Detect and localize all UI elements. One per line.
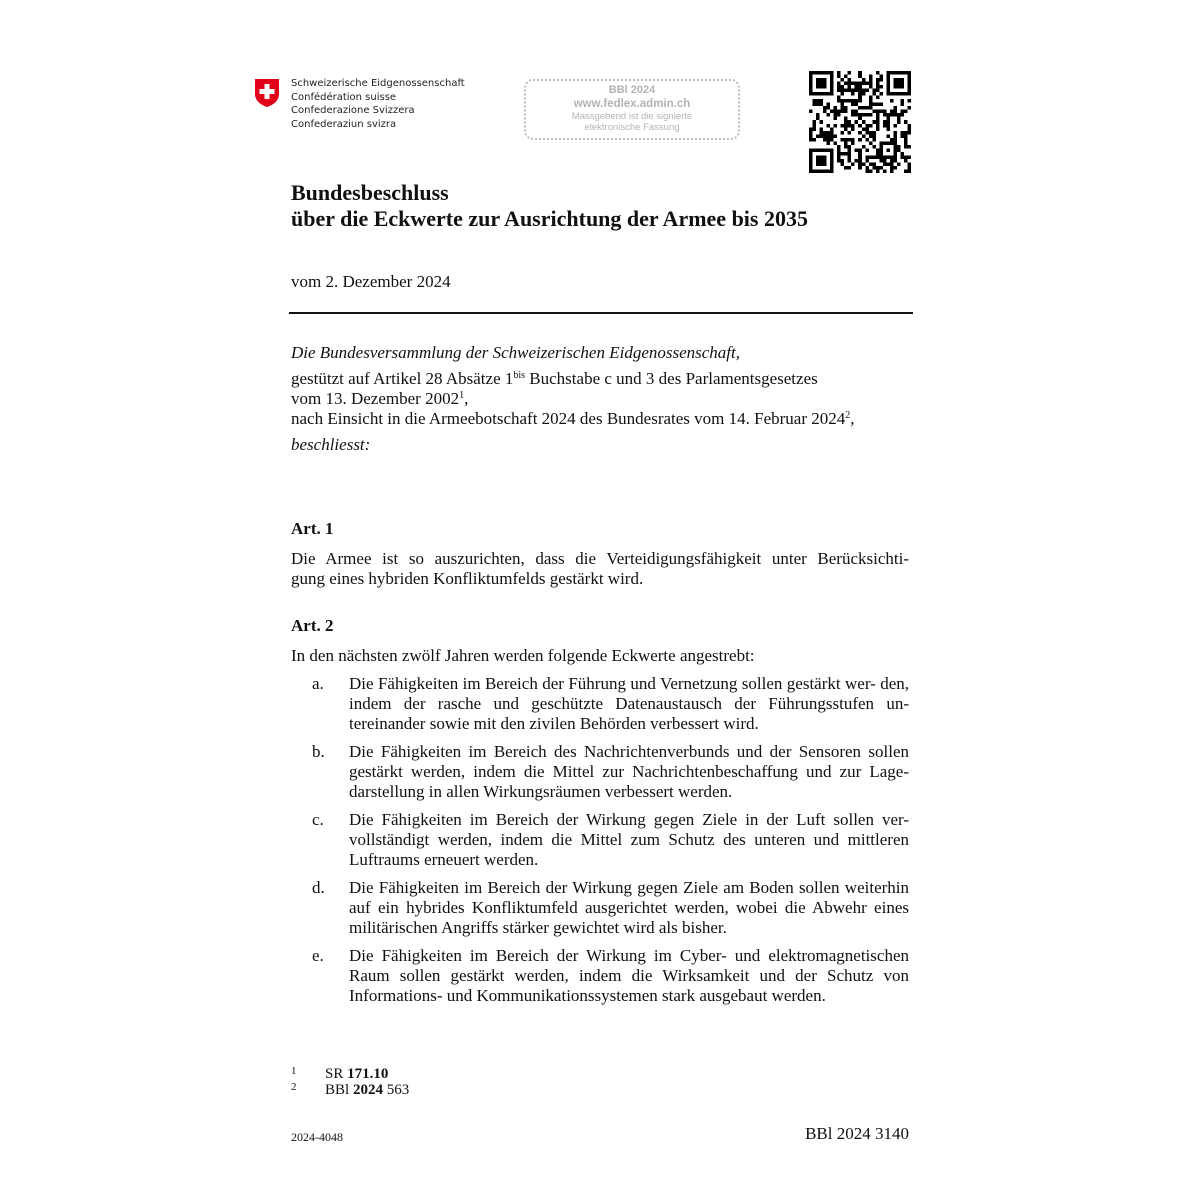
list-label: e. xyxy=(312,946,324,965)
footnote-number: 1 xyxy=(291,1065,297,1077)
qr-code-icon xyxy=(809,71,911,173)
preamble-basis-a: gestützt auf Artikel 28 Absätze 1 xyxy=(291,369,514,388)
footnote-suffix: 563 xyxy=(382,1082,410,1098)
stamp-note-2: elektronische Fassung xyxy=(584,122,680,133)
resolution-date: vom 2. Dezember 2024 xyxy=(291,272,451,291)
title-divider xyxy=(289,312,913,314)
stamp-gazette: BBl 2024 xyxy=(608,84,656,96)
document-number: 2024-4048 xyxy=(291,1130,343,1144)
preamble-insight-text: nach Einsicht in die Armeebotschaft 2024 des Bundesrates vom 14. Februar 2024 xyxy=(291,409,846,428)
footnote-prefix: SR xyxy=(325,1066,348,1082)
article-1-line-2: gung eines hybriden Konfliktumfelds gestärkt wird. xyxy=(291,569,644,588)
footnote-number: 2 xyxy=(291,1081,297,1093)
authority-line-de: Schweizerische Eidgenossenschaft xyxy=(291,78,465,89)
preamble-authority: Die Bundesversammlung der Schweizerischen Eidgenossenschaft, xyxy=(291,343,740,362)
list-label: b. xyxy=(312,742,325,761)
title-line-2: über die Eckwerte zur Ausrichtung der Armee bis 2035 xyxy=(291,206,808,231)
preamble-resolves: beschliesst: xyxy=(291,435,371,454)
document-title xyxy=(291,180,808,232)
page-reference: BBl 2024 3140 xyxy=(805,1124,909,1143)
list-item-a xyxy=(291,674,909,734)
preamble-basis-line-1 xyxy=(291,369,818,389)
authority-line-fr: Confédération suisse xyxy=(291,91,397,103)
preamble-basis-b: Buchstabe c und 3 des Parlamentsgesetzes xyxy=(525,369,818,388)
list-text: Die Fähigkeiten im Bereich der Wirkung im Cyber- und elektromagnetischen Raum sollen gestärkt werden, indem die Wirksamkeit und der Schutz von Informations- und Kommunikationssystemen stark ausgebaut werden. xyxy=(349,946,909,1005)
list-text: Die Fähigkeiten im Bereich des Nachrichtenverbunds und der Sensoren sollen gestärkt werden, indem die Mittel zur Nachrichtenbeschaffung und zur Lage- darstellung in allen Wirkungsräumen verbessert werden. xyxy=(349,742,909,801)
article-1-text xyxy=(291,549,909,589)
preamble-basis-line-2 xyxy=(291,389,468,409)
list-label: c. xyxy=(312,810,324,829)
swiss-coat-of-arms-icon xyxy=(254,78,280,108)
footnote-2 xyxy=(291,1082,409,1098)
footnote-bold: 171.10 xyxy=(347,1066,389,1082)
list-item-c xyxy=(291,810,909,870)
authority-line-rm: Confederaziun svizra xyxy=(291,118,397,130)
footnote-ref-1: 1 xyxy=(459,390,465,401)
list-label: a. xyxy=(312,674,324,693)
footnote-1 xyxy=(291,1066,409,1082)
list-text: Die Fähigkeiten im Bereich der Wirkung gegen Ziele in der Luft sollen ver- vollständigt werden, indem die Mittel zum Schutz des unteren und mittleren Luftraums erneuert werden. xyxy=(349,810,909,869)
preamble-basis-date: vom 13. Dezember 2002 xyxy=(291,389,460,408)
article-2-intro: In den nächsten zwölf Jahren werden folgende Eckwerte angestrebt: xyxy=(291,646,755,665)
authority-line-it: Confederazione Svizzera xyxy=(291,105,415,116)
stamp-note-1: Massgebend ist die signierte xyxy=(571,111,693,122)
list-text: Die Fähigkeiten im Bereich der Wirkung gegen Ziele am Boden sollen weiterhin auf ein hybrides Konfliktumfeld ausgerichtet werden, wobei die Abwehr eines militärischen Angriffs stärker gewichtet wird als bisher. xyxy=(349,878,909,937)
federal-authority-names xyxy=(291,77,465,131)
list-label: d. xyxy=(312,878,325,897)
article-2-heading: Art. 2 xyxy=(291,616,334,635)
publication-stamp xyxy=(524,79,740,140)
preamble-insight-end: , xyxy=(850,409,855,428)
footnote-prefix: BBl xyxy=(325,1082,353,1098)
list-item-b xyxy=(291,742,909,802)
list-text: Die Fähigkeiten im Bereich der Führung und Vernetzung sollen gestärkt wer- den, indem der rasche und geschützte Datenaustausch der Führungsstufen un- tereinander sowie mit den zivilen Behörden verbessert wird. xyxy=(349,674,909,733)
preamble-basis-superscript: bis xyxy=(513,370,526,381)
list-item-d xyxy=(291,878,909,938)
list-item-e xyxy=(291,946,909,1006)
preamble-basis-end: , xyxy=(464,389,469,408)
title-line-1: Bundesbeschluss xyxy=(291,180,449,205)
preamble-insight xyxy=(291,409,855,429)
article-2-list xyxy=(291,674,909,1014)
footnote-ref-2: 2 xyxy=(845,410,851,421)
stamp-url: www.fedlex.admin.ch xyxy=(573,98,691,110)
footnote-bold: 2024 xyxy=(352,1082,383,1098)
article-1-line-1: Die Armee ist so auszurichten, dass die Verteidigungsfähigkeit unter Berücksichti- xyxy=(291,549,909,568)
footnotes xyxy=(291,1066,409,1098)
article-1-heading: Art. 1 xyxy=(291,519,334,538)
